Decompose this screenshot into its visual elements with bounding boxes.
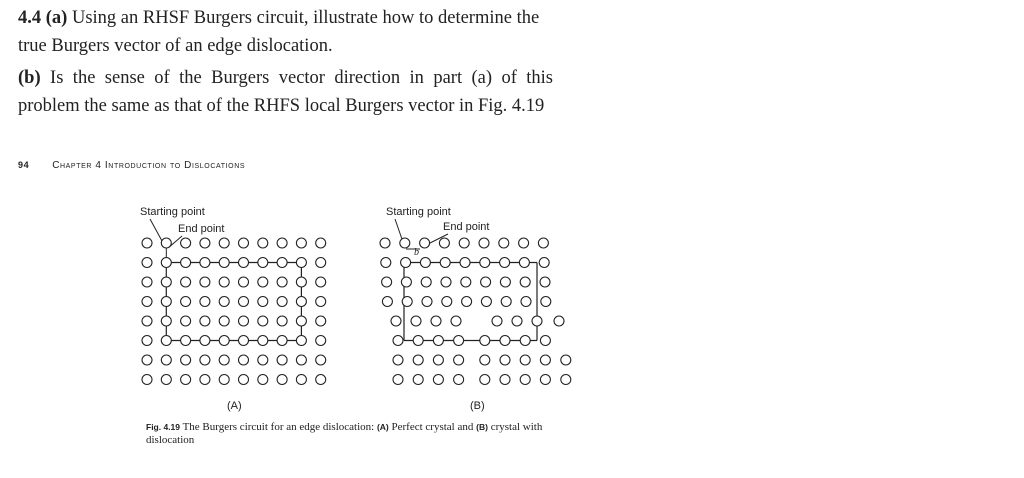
atom bbox=[500, 277, 510, 287]
atom bbox=[219, 375, 229, 385]
atom bbox=[461, 277, 471, 287]
atom bbox=[316, 238, 326, 248]
atom bbox=[258, 336, 268, 346]
atom bbox=[277, 336, 287, 346]
atom bbox=[277, 297, 287, 307]
atom bbox=[391, 316, 401, 326]
atom bbox=[200, 258, 210, 268]
caption-part-b: (B) bbox=[476, 422, 488, 432]
atom bbox=[296, 316, 306, 326]
atom bbox=[181, 375, 191, 385]
atom bbox=[239, 238, 249, 248]
atom bbox=[454, 336, 464, 346]
atom bbox=[181, 316, 191, 326]
part-a-text: Using an RHSF Burgers circuit, illustrate how to determine the true Burgers vector of an edge dislocation. bbox=[18, 8, 540, 56]
atom bbox=[538, 238, 548, 248]
atom bbox=[481, 297, 491, 307]
atom bbox=[161, 355, 171, 365]
atom bbox=[277, 316, 287, 326]
atom bbox=[239, 316, 249, 326]
atom bbox=[382, 297, 392, 307]
atom bbox=[561, 355, 571, 365]
atom bbox=[142, 316, 152, 326]
atom bbox=[411, 316, 421, 326]
atom bbox=[277, 238, 287, 248]
atom bbox=[258, 277, 268, 287]
atom bbox=[401, 258, 411, 268]
atom bbox=[277, 277, 287, 287]
panel-a-start-label: Starting point bbox=[140, 206, 205, 218]
atom bbox=[451, 316, 461, 326]
figure-caption bbox=[146, 421, 566, 447]
atom bbox=[413, 355, 423, 365]
atom bbox=[499, 238, 509, 248]
atom bbox=[258, 375, 268, 385]
atom bbox=[500, 355, 510, 365]
atom bbox=[540, 336, 550, 346]
atom bbox=[219, 258, 229, 268]
atom bbox=[219, 238, 229, 248]
atom bbox=[500, 375, 510, 385]
part-b-text: Is the sense of the Burgers vector direction in part (a) of this problem the same as that of the RHFS local Burgers vector in Fig. 4.19 bbox=[18, 68, 553, 116]
atom bbox=[462, 297, 472, 307]
atom bbox=[161, 316, 171, 326]
atom bbox=[519, 238, 529, 248]
atom bbox=[532, 316, 542, 326]
atom bbox=[393, 355, 403, 365]
atom bbox=[561, 375, 571, 385]
atom bbox=[400, 238, 410, 248]
page-number: 94 bbox=[18, 160, 30, 170]
panel-b-label: (B) bbox=[470, 400, 485, 412]
atom bbox=[402, 297, 412, 307]
atom bbox=[258, 297, 268, 307]
atom bbox=[258, 258, 268, 268]
atom bbox=[520, 277, 530, 287]
atom bbox=[433, 355, 443, 365]
atom bbox=[420, 238, 430, 248]
atom bbox=[422, 297, 432, 307]
atom bbox=[492, 316, 502, 326]
panel-a-end-label: End point bbox=[178, 223, 225, 235]
part-a-label: (a) bbox=[45, 8, 68, 28]
panel-b-end-label: End point bbox=[443, 221, 490, 233]
atom bbox=[239, 336, 249, 346]
atom bbox=[480, 375, 490, 385]
atom bbox=[401, 277, 411, 287]
atom bbox=[500, 258, 510, 268]
atom bbox=[480, 336, 490, 346]
atom bbox=[382, 277, 392, 287]
panel-a-label: (A) bbox=[227, 400, 242, 412]
atom bbox=[440, 258, 450, 268]
atom bbox=[142, 336, 152, 346]
atom bbox=[258, 316, 268, 326]
atom bbox=[480, 355, 490, 365]
question-number: 4.4 bbox=[18, 8, 42, 28]
atom bbox=[239, 375, 249, 385]
atom bbox=[200, 277, 210, 287]
atom bbox=[296, 355, 306, 365]
atom bbox=[161, 375, 171, 385]
atom bbox=[296, 258, 306, 268]
atom bbox=[541, 297, 551, 307]
atom bbox=[296, 277, 306, 287]
chapter-title: Chapter 4 Introduction to Dislocations bbox=[52, 160, 246, 171]
panel-b-dislocated-crystal bbox=[380, 219, 571, 385]
atom bbox=[161, 336, 171, 346]
atom bbox=[219, 277, 229, 287]
atom bbox=[181, 258, 191, 268]
atom bbox=[181, 277, 191, 287]
atom bbox=[219, 355, 229, 365]
atom bbox=[200, 336, 210, 346]
atom bbox=[200, 238, 210, 248]
atom bbox=[200, 297, 210, 307]
panel-a-perfect-crystal bbox=[142, 219, 326, 385]
atom bbox=[540, 277, 550, 287]
atom bbox=[239, 258, 249, 268]
atom bbox=[539, 258, 549, 268]
panel-b-start-label: Starting point bbox=[386, 206, 451, 218]
atom bbox=[200, 316, 210, 326]
atom bbox=[316, 258, 326, 268]
atom bbox=[316, 375, 326, 385]
atom bbox=[142, 277, 152, 287]
atom bbox=[442, 297, 452, 307]
atom bbox=[316, 316, 326, 326]
atom bbox=[258, 238, 268, 248]
atom bbox=[296, 297, 306, 307]
atom bbox=[454, 355, 464, 365]
atom bbox=[161, 238, 171, 248]
atom bbox=[501, 297, 511, 307]
atom bbox=[433, 336, 443, 346]
atom bbox=[142, 258, 152, 268]
atom bbox=[316, 336, 326, 346]
atom bbox=[258, 355, 268, 365]
atom bbox=[413, 375, 423, 385]
atom bbox=[239, 297, 249, 307]
atom bbox=[200, 375, 210, 385]
part-b-label: (b) bbox=[18, 68, 41, 88]
atom bbox=[519, 258, 529, 268]
atom bbox=[393, 336, 403, 346]
burgers-vector-label: b bbox=[414, 247, 419, 258]
atom bbox=[161, 258, 171, 268]
atom bbox=[239, 355, 249, 365]
atom bbox=[540, 375, 550, 385]
atom bbox=[181, 238, 191, 248]
atom bbox=[316, 277, 326, 287]
atom bbox=[459, 238, 469, 248]
atom bbox=[239, 277, 249, 287]
atom bbox=[431, 316, 441, 326]
atom bbox=[316, 297, 326, 307]
atom bbox=[512, 316, 522, 326]
atom bbox=[181, 355, 191, 365]
atom bbox=[296, 336, 306, 346]
atom bbox=[520, 355, 530, 365]
atom bbox=[277, 375, 287, 385]
atom bbox=[142, 355, 152, 365]
atom bbox=[393, 375, 403, 385]
atom bbox=[277, 355, 287, 365]
atom bbox=[454, 375, 464, 385]
atom bbox=[500, 336, 510, 346]
atom bbox=[554, 316, 564, 326]
caption-fig-label: Fig. 4.19 bbox=[146, 422, 181, 432]
atom bbox=[520, 336, 530, 346]
atom bbox=[296, 238, 306, 248]
caption-text-3: crystal with dislocation bbox=[146, 421, 543, 446]
atom bbox=[219, 336, 229, 346]
atom bbox=[219, 316, 229, 326]
atom bbox=[441, 277, 451, 287]
atom bbox=[161, 297, 171, 307]
atom bbox=[420, 258, 430, 268]
atom bbox=[460, 258, 470, 268]
atom bbox=[439, 238, 449, 248]
caption-text-2: Perfect crystal and bbox=[391, 421, 474, 433]
atom bbox=[142, 238, 152, 248]
atom bbox=[316, 355, 326, 365]
atom bbox=[142, 297, 152, 307]
atom bbox=[296, 375, 306, 385]
atom bbox=[480, 258, 490, 268]
atom bbox=[520, 375, 530, 385]
atom bbox=[521, 297, 531, 307]
atom bbox=[540, 355, 550, 365]
atom bbox=[421, 277, 431, 287]
atom bbox=[181, 297, 191, 307]
atom bbox=[433, 375, 443, 385]
atom bbox=[381, 258, 391, 268]
atom bbox=[181, 336, 191, 346]
atom bbox=[479, 238, 489, 248]
atom bbox=[142, 375, 152, 385]
atom bbox=[277, 258, 287, 268]
caption-text-1: The Burgers circuit for an edge dislocation: bbox=[182, 421, 375, 433]
atom bbox=[413, 336, 423, 346]
atom bbox=[219, 297, 229, 307]
atom bbox=[380, 238, 390, 248]
atom bbox=[161, 277, 171, 287]
atom bbox=[481, 277, 491, 287]
atom bbox=[200, 355, 210, 365]
caption-part-a: (A) bbox=[376, 422, 389, 432]
